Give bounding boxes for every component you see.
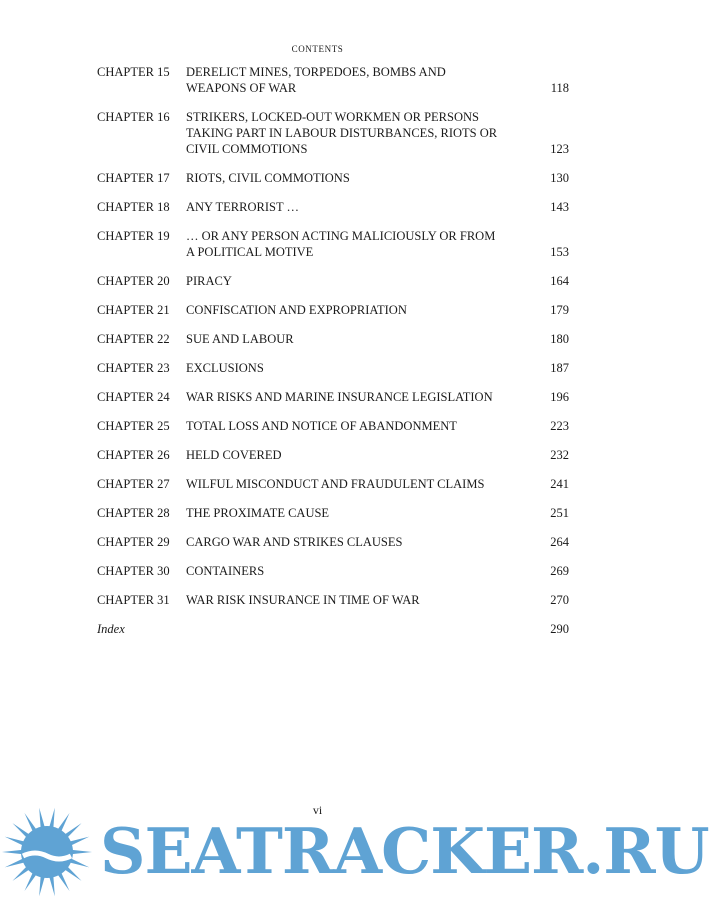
page-number: 123 (550, 142, 569, 156)
toc-entry (97, 331, 569, 347)
page-number: 153 (550, 245, 569, 259)
chapter-title (186, 418, 523, 434)
toc-entry (97, 534, 569, 550)
chapter-number: CHAPTER 23 (97, 361, 170, 375)
chapter-title-line: CIVIL COMMOTIONS (186, 142, 308, 156)
page-number: 180 (550, 332, 569, 346)
sun-ray (49, 875, 55, 896)
page-number: 196 (550, 390, 569, 404)
chapter-number: CHAPTER 21 (97, 303, 170, 317)
sun-ray (39, 808, 45, 829)
chapter-number: CHAPTER 15 (97, 65, 170, 79)
chapter-number: CHAPTER 20 (97, 274, 170, 288)
chapter-title (186, 228, 523, 260)
toc-entry (97, 302, 569, 318)
toc-entry (97, 476, 569, 492)
chapter-title-line: THE PROXIMATE CAUSE (186, 506, 330, 520)
page-number: 143 (550, 200, 569, 214)
chapter-title (186, 563, 523, 579)
toc-entry (97, 170, 569, 186)
toc-entry (97, 109, 569, 157)
chapter-title-line: ANY TERRORIST … (186, 200, 299, 214)
chapter-title-line: DERELICT MINES, TORPEDOES, BOMBS AND (186, 65, 446, 79)
page-number: 251 (550, 506, 569, 520)
toc-entry (97, 360, 569, 376)
page-number: 270 (550, 593, 569, 607)
chapter-number: CHAPTER 31 (97, 593, 170, 607)
chapter-title (186, 199, 523, 215)
chapter-title (186, 592, 523, 608)
chapter-title (186, 447, 523, 463)
chapter-number: CHAPTER 28 (97, 506, 170, 520)
chapter-title-line: PIRACY (186, 274, 232, 288)
chapter-number: CHAPTER 24 (97, 390, 170, 404)
page-number: 264 (550, 535, 569, 549)
chapter-title-line: WAR RISK INSURANCE IN TIME OF WAR (186, 593, 420, 607)
chapter-number: CHAPTER 25 (97, 419, 170, 433)
chapter-number: CHAPTER 22 (97, 332, 170, 346)
toc-index-entry (97, 621, 569, 637)
page-folio: vi (312, 803, 323, 817)
watermark-text: SEATRACKER.RU (100, 814, 709, 888)
chapter-number: CHAPTER 29 (97, 535, 170, 549)
sun-ray (2, 850, 23, 854)
sun-ray (71, 850, 92, 854)
chapter-title-line: A POLITICAL MOTIVE (186, 245, 314, 259)
chapter-number: CHAPTER 16 (97, 110, 170, 124)
sun-ray (39, 875, 45, 896)
chapter-title-line: SUE AND LABOUR (186, 332, 294, 346)
table-of-contents (97, 64, 569, 637)
chapter-title-line: WAR RISKS AND MARINE INSURANCE LEGISLATION (186, 390, 493, 404)
chapter-title-line: CONFISCATION AND EXPROPRIATION (186, 303, 407, 317)
chapter-title (186, 109, 523, 157)
page-number: 179 (550, 303, 569, 317)
chapter-number: CHAPTER 30 (97, 564, 170, 578)
toc-entry (97, 389, 569, 405)
chapter-title (186, 505, 523, 521)
chapter-title (186, 360, 523, 376)
chapter-number: CHAPTER 17 (97, 171, 170, 185)
chapter-title-line: STRIKERS, LOCKED-OUT WORKMEN OR PERSONS (186, 110, 479, 124)
sun-ray (49, 808, 55, 829)
chapter-title-line: RIOTS, CIVIL COMMOTIONS (186, 171, 350, 185)
page-number: 187 (550, 361, 569, 375)
page-number: 232 (550, 448, 569, 462)
toc-entry (97, 228, 569, 260)
page-number: 241 (550, 477, 569, 491)
chapter-title (186, 534, 523, 550)
chapter-number: CHAPTER 19 (97, 229, 170, 243)
chapter-title-line: WILFUL MISCONDUCT AND FRAUDULENT CLAIMS (186, 477, 485, 491)
page-number: 118 (550, 81, 569, 95)
toc-entry (97, 273, 569, 289)
chapter-title-line: TAKING PART IN LABOUR DISTURBANCES, RIOTS OR (186, 126, 498, 140)
chapter-title-line: CARGO WAR AND STRIKES CLAUSES (186, 535, 403, 549)
toc-entry (97, 447, 569, 463)
chapter-title (186, 64, 523, 96)
chapter-title-line: HELD COVERED (186, 448, 282, 462)
chapter-title (186, 331, 523, 347)
sun-burst-icon (2, 808, 92, 897)
chapter-number: CHAPTER 27 (97, 477, 170, 491)
page-number: 290 (550, 622, 569, 636)
chapter-title (186, 302, 523, 318)
running-head: CONTENTS (291, 44, 344, 54)
chapter-title-line: … OR ANY PERSON ACTING MALICIOUSLY OR FROM (186, 229, 496, 243)
chapter-title (186, 389, 523, 405)
toc-entry (97, 418, 569, 434)
chapter-title-line: EXCLUSIONS (186, 361, 264, 375)
chapter-number: CHAPTER 26 (97, 448, 170, 462)
chapter-title (186, 273, 523, 289)
chapter-title-line: CONTAINERS (186, 564, 265, 578)
index-label: Index (97, 622, 125, 636)
toc-entry (97, 199, 569, 215)
page-number: 223 (550, 419, 569, 433)
page-number: 269 (550, 564, 569, 578)
chapter-title (186, 476, 523, 492)
chapter-number: CHAPTER 18 (97, 200, 170, 214)
page-number: 164 (550, 274, 569, 288)
chapter-title (186, 170, 523, 186)
toc-entry (97, 64, 569, 96)
toc-entry (97, 505, 569, 521)
chapter-title-line: TOTAL LOSS AND NOTICE OF ABANDONMENT (186, 419, 457, 433)
page-number: 130 (550, 171, 569, 185)
toc-entry (97, 592, 569, 608)
toc-entry (97, 563, 569, 579)
chapter-title-line: WEAPONS OF WAR (186, 81, 297, 95)
